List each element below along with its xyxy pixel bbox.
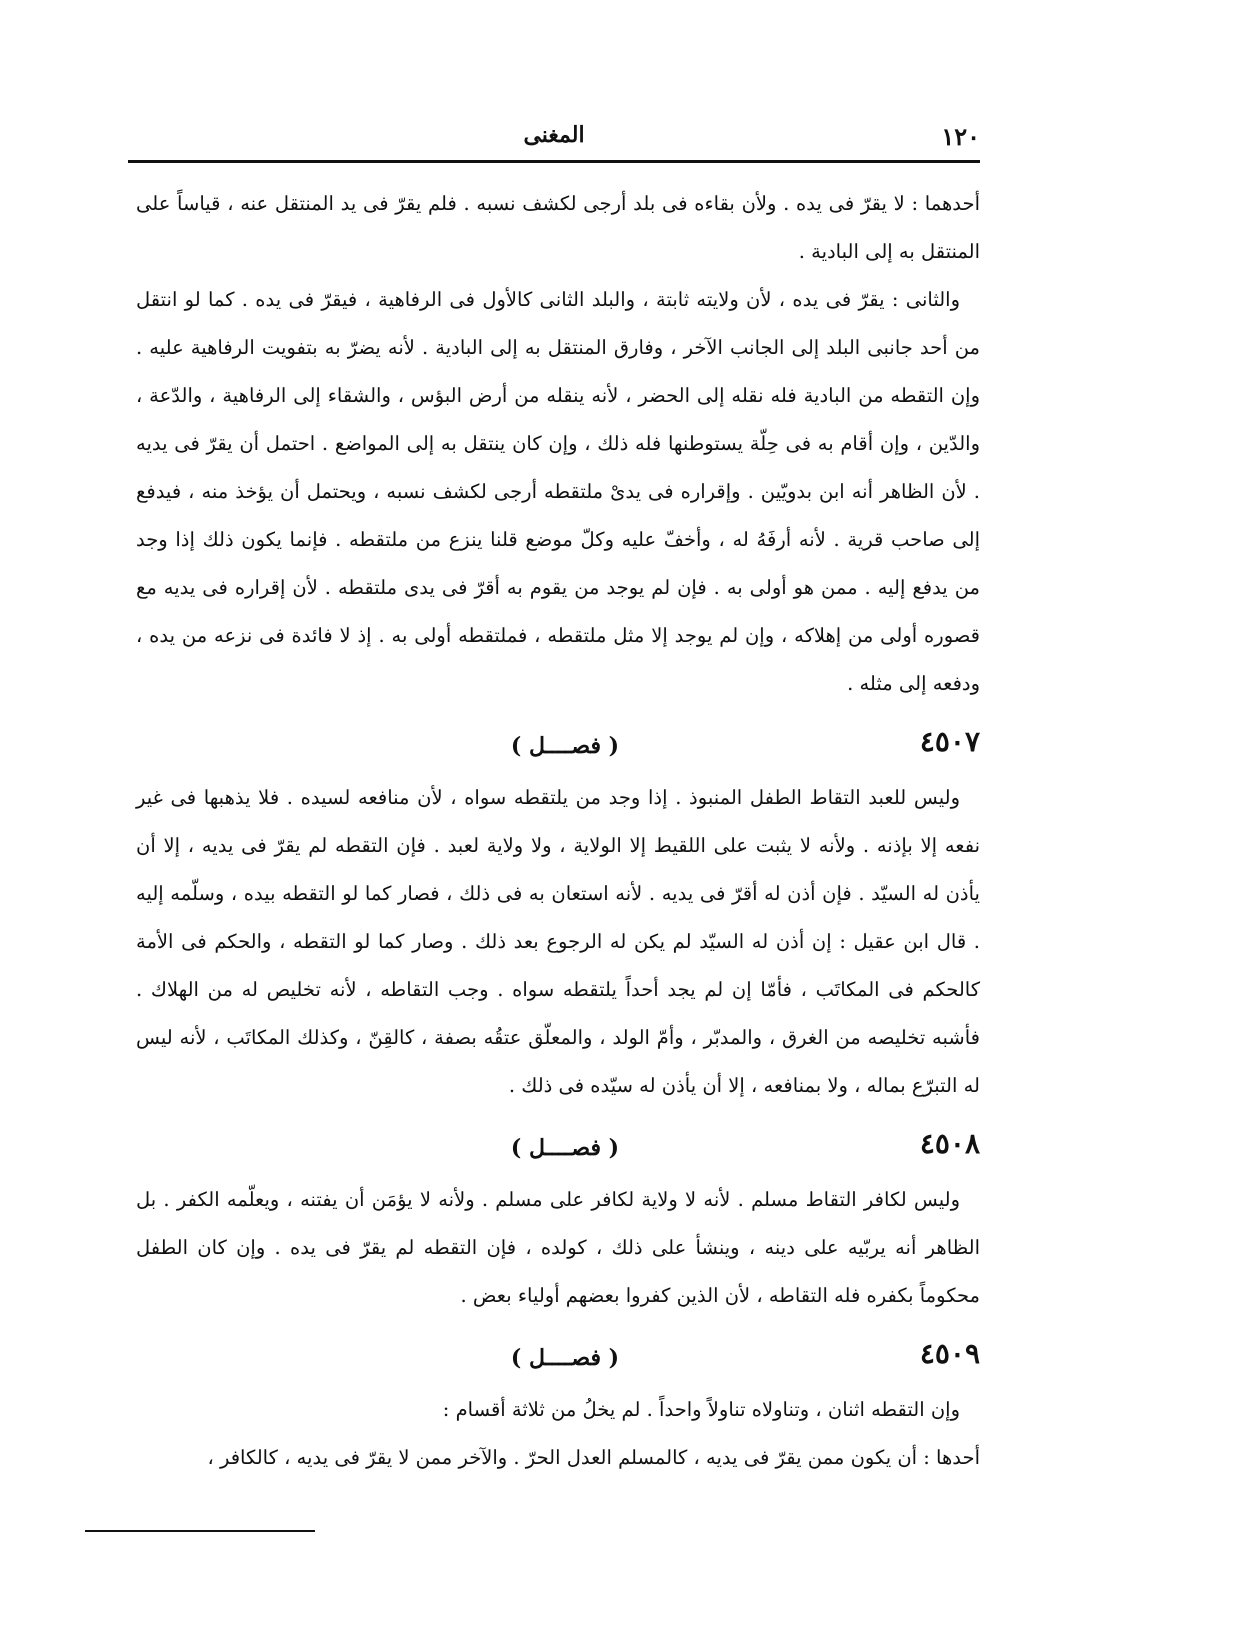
section-number: ٤٥٠٨ xyxy=(919,1127,980,1160)
section-heading xyxy=(136,1116,980,1172)
paragraph: أحدها : أن يكون ممن يقرّ فى يديه ، كالمسلم العدل الحرّ . والآخر ممن لا يقرّ فى يديه ، كالكافر ، xyxy=(207,1446,980,1469)
header-rule xyxy=(128,160,980,163)
paragraph: والثانى : يقرّ فى يده ، لأن ولايته ثابتة ، والبلد الثانى كالأول فى الرفاهية ، فيقرّ فى يده . كما لو انتقل من أحد جانبى البلد إلى الجانب الآخر ، وفارق المنتقل به إلى البادية . لأنه يضرّ به بتفويت الرفاهية عليه . وإن التقطه من البادية فله نقله إلى الحضر ، لأنه ينقله من أرض البؤس ، والشقاء إلى الرفاهية ، والدّعة ، والدّين ، وإن أقام به فى حِلّة يستوطنها فله ذلك ، وإن كان ينتقل به إلى المواضع . احتمل أن يقرّ فى يديه . لأن الظاهر أنه ابن بدويّين . وإقراره فى يدىْ ملتقطه أرجى لكشف نسبه ، ويحتمل أن يؤخذ منه ، فيدفع إلى صاحب قرية . لأنه أرفَهُ له ، وأخفّ عليه وكلّ موضع قلنا ينزع من ملتقطه . فإنما يكون ذلك إذا وجد من يدفع إليه . ممن هو أولى به . فإن لم يوجد من يقوم به أقرّ فى يدى ملتقطه . لأن إقراره فى يديه مع قصوره أولى من إهلاكه ، وإن لم يوجد إلا مثل ملتقطه ، فملتقطه أولى به . إذ لا فائدة فى نزعه من يده ، ودفعه إلى مثله . xyxy=(136,288,980,695)
section-title: ( فصــــل ) xyxy=(510,733,620,759)
section-number: ٤٥٠٩ xyxy=(919,1337,980,1370)
section-title: ( فصــــل ) xyxy=(510,1135,620,1161)
running-title: المغنى xyxy=(523,122,585,148)
paragraph: أحدهما : لا يقرّ فى يده . ولأن بقاءه فى بلد أرجى لكشف نسبه . فلم يقرّ فى يد المنتقل عنه ، قياساً على المنتقل به إلى البادية . xyxy=(136,192,980,263)
paragraph: وليس لكافر التقاط مسلم . لأنه لا ولاية لكافر على مسلم . ولأنه لا يؤمَن أن يفتنه ، ويعلّمه الكفر . بل الظاهر أنه يربّيه على دينه ، وينشأ على ذلك ، كولده ، فإن التقطه لم يقرّ فى يده . وإن كان الطفل محكوماً بكفره فله التقاطه ، لأن الذين كفروا بعضهم أولياء بعض . xyxy=(136,1188,980,1307)
paragraph: وإن التقطه اثنان ، وتناولاه تناولاً واحداً . لم يخلُ من ثلاثة أقسام : xyxy=(442,1398,960,1421)
section-title: ( فصــــل ) xyxy=(510,1345,620,1371)
footnote-rule xyxy=(85,1530,315,1532)
section-number: ٤٥٠٧ xyxy=(919,725,980,758)
body-text xyxy=(136,180,980,1482)
paragraph: وليس للعبد التقاط الطفل المنبوذ . إذا وجد من يلتقطه سواه ، لأن منافعه لسيده . فلا يذهبها فى غير نفعه إلا بإذنه . ولأنه لا يثبت على اللقيط إلا الولاية ، ولا ولاية لعبد . فإن التقطه لم يقرّ فى يديه ، إلا أن يأذن له السيّد . فإن أذن له أقرّ فى يديه . لأنه استعان به فى ذلك ، فصار كما لو التقطه بيده ، وسلّمه إليه . قال ابن عقيل : إن أذن له السيّد لم يكن له الرجوع بعد ذلك . وصار كما لو التقطه ، والحكم فى الأمة كالحكم فى المكاتَب ، فأمّا إن لم يجد أحداً يلتقطه سواه . وجب التقاطه ، لأنه تخليص له من الهلاك . فأشبه تخليصه من الغرق ، والمدبّر ، وأمّ الولد ، والمعلّق عتقُه بصفة ، كالقِنّ ، وكذلك المكاتَب ، لأنه ليس له التبرّع بماله ، ولا بمنافعه ، إلا أن يأذن له سيّده فى ذلك . xyxy=(136,786,980,1097)
section-heading xyxy=(136,714,980,770)
section-heading xyxy=(136,1326,980,1382)
page-header xyxy=(128,118,980,162)
page-number: ١٢٠ xyxy=(941,122,980,151)
